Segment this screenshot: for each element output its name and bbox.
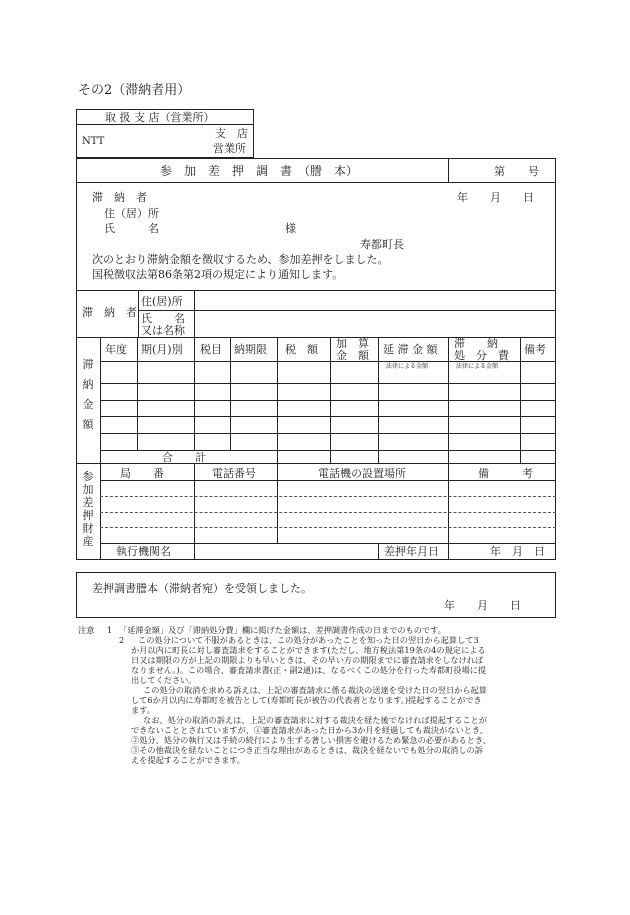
header-vline: [448, 158, 449, 182]
eigyosho-label: 営業所: [213, 142, 246, 155]
taxpayer-top-line: [76, 290, 556, 291]
prop-row-line: [100, 543, 556, 544]
prop-col-tel: 電話番号: [212, 467, 256, 480]
col-tax-item: 税目: [200, 343, 222, 356]
note1-text: 「延滞金額」及び「滞納処分費」欄に掲げた金額は、差押調書作成の日までのものです。: [119, 625, 446, 635]
amount-row-line: [100, 361, 556, 362]
amount-total: 合 計: [162, 451, 206, 464]
header-divider: [76, 182, 556, 183]
note2-number: 2: [119, 635, 125, 645]
note1-number: 1: [107, 625, 113, 635]
note-line: 日又は期限の方が上記の期限よりも早いときは、その早い方の期限までに審査請求をしなければ: [131, 655, 484, 665]
seizure-date-label: 差押年月日: [384, 545, 439, 558]
property-side-label: 参加差押財産: [82, 470, 94, 548]
amount-row-line: [100, 433, 556, 434]
receipt-text: 差押調書謄本（滞納者宛）を受領しました。: [92, 582, 312, 595]
form-title: その2（滞納者用）: [78, 83, 191, 98]
note-line: 出してください。: [131, 675, 197, 685]
notice-date: 年 月 日: [457, 191, 534, 204]
number-dai: 第: [494, 165, 505, 178]
note-line: か月以内に町長に対し審査請求をすることができます(ただし、地方税法第19条の4の規定による: [131, 645, 486, 655]
prop-col-line: [378, 543, 379, 560]
note-line: えを提起することができます。: [131, 755, 245, 765]
notice-text1: 次のとおり滞納金額を徴収するため、参加差押をしました。: [92, 253, 389, 266]
prop-col-kyoku: 局 番: [120, 467, 164, 480]
taxpayer-mid-line: [138, 310, 556, 311]
shiten-label: 支 店: [215, 127, 248, 140]
notice-sama: 様: [285, 222, 296, 235]
seizure-date: 年 月 日: [490, 545, 545, 558]
amount-row-line: [100, 416, 556, 417]
taxpayer-vline1: [138, 290, 139, 337]
notice-taino-sha: 滞 納 者: [92, 191, 147, 204]
prop-col-place: 電話機の設置場所: [318, 467, 406, 480]
col-year: 年度: [105, 343, 127, 356]
col-entai: 延 滞 金 額: [383, 343, 438, 356]
note-line: ます。: [131, 705, 155, 715]
prop-dash-line: [100, 527, 556, 528]
note-line: ③その他裁決を経ないことにつき正当な理由があるときは、裁決を経ないでも処分の取消しの訴: [131, 745, 483, 755]
notice-name: 氏 名: [104, 222, 159, 235]
taxpayer-name1: 氏 名: [141, 312, 185, 325]
ntt-label: NTT: [82, 136, 105, 147]
prop-col-line: [277, 463, 278, 543]
col-remarks: 備考: [524, 343, 546, 356]
notice-address: 住（居）所: [104, 207, 159, 220]
prop-row-line: [100, 480, 556, 481]
taxpayer-label: 滞 納 者: [82, 306, 137, 319]
prop-dash-line: [100, 512, 556, 513]
shobun-sub-note: 法律による金額: [456, 363, 499, 370]
note-line: この処分の取消を求める訴えは、上記の審査請求に係る裁決の送達を受けた日の翌日から起算: [143, 685, 487, 695]
notice-text2: 国税徴収法第86条第2項の規定により通知します。: [92, 268, 344, 281]
branch-header: 取 扱 支 店（営業所）: [105, 111, 215, 124]
agency-label: 執行機関名: [116, 545, 171, 558]
note-line: できないこととされていますが、①審査請求があった日から3か月を経過しても裁決がないとき、: [131, 725, 488, 735]
col-tax-amount: 税 額: [285, 343, 318, 356]
amount-row-line: [100, 400, 556, 401]
taxpayer-address-label: 住(居)所: [141, 295, 183, 308]
prop-dash-line: [100, 496, 556, 497]
col-shobun-1: 滞 納: [454, 337, 498, 350]
amount-side-label: 滞納金額: [82, 358, 94, 431]
note-line: なりません。)。この場合、審査請求書(正・副2通)は、なるべくこの処分を行った寿都町役場に提: [131, 665, 487, 675]
number-go: 号: [528, 165, 539, 178]
col-kasan-2: 金 額: [336, 349, 369, 362]
col-period: 期(月)別: [141, 343, 183, 356]
property-top-line: [76, 463, 556, 464]
col-due-date: 納期限: [234, 343, 267, 356]
taxpayer-name2: 又は名称: [141, 324, 185, 337]
notes-label: 注意: [78, 625, 95, 635]
note-line: ②処分、処分の執行又は手続の続行により生ずる著しい損害を避けるため緊急の必要があるとき、: [131, 735, 491, 745]
branch-divider: [76, 124, 254, 125]
note-line: この処分について不服があるときは、この処分があったことを知った日の翌日から起算して3: [138, 635, 479, 645]
col-shobun-2: 処 分 費: [454, 349, 509, 362]
amount-row-line: [100, 383, 556, 384]
receipt-date: 年 月 日: [444, 599, 521, 612]
document-title: 参 加 差 押 調 書 （謄 本）: [160, 164, 359, 178]
prop-col-biko: 備 考: [478, 467, 533, 480]
notice-mayor: 寿都町長: [360, 238, 404, 251]
entai-sub-note: 法律による金額: [386, 363, 429, 370]
taxpayer-vline2: [194, 290, 195, 337]
note-line: して6か月以内に寿都町を被告として(寿都町長が被告の代表者となります。)提起することができ: [131, 695, 482, 705]
note-line: なお、処分の取消の訴えは、上記の審査請求に対する裁決を経た後でなければ提起することが: [143, 715, 487, 725]
col-kasan-1: 加 算: [336, 337, 369, 350]
